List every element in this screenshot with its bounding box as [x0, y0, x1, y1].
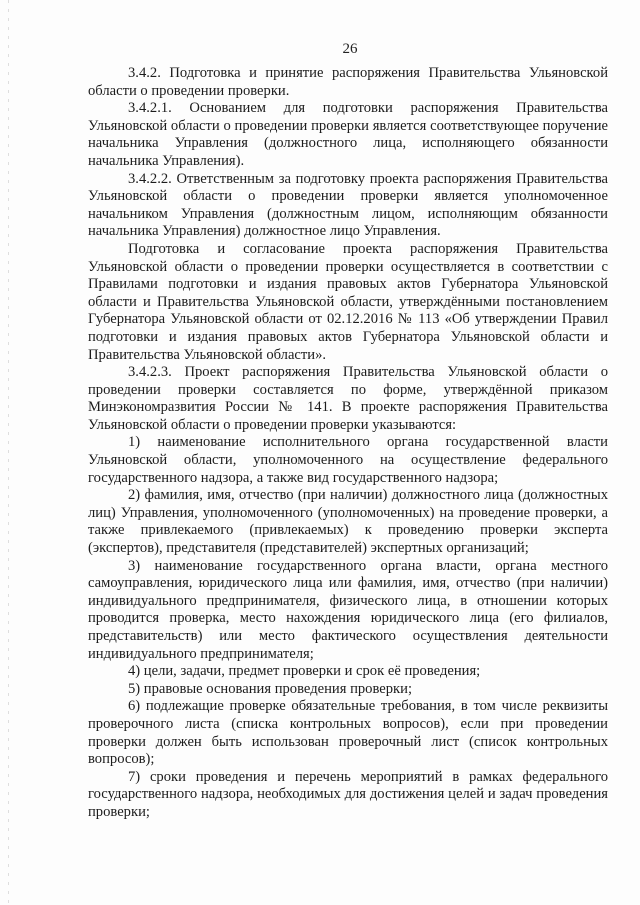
scan-edge-mark [8, 0, 9, 905]
paragraph-3-4-2-3: 3.4.2.3. Проект распоряжения Правительства Ульяновской области о проведении проверки составляется по форме, утверждённой приказом Минэкономразвития России № 141. В проекте распоряжения Правительства Ульяновской области о проведении проверки указываются: [88, 364, 608, 433]
document-body [88, 65, 608, 822]
paragraph-3-4-2: 3.4.2. Подготовка и принятие распоряжения Правительства Ульяновской области о проведении проверки. [88, 65, 608, 99]
list-item-2: 2) фамилия, имя, отчество (при наличии) должностного лица (должностных лиц) Управления, уполномоченного (уполномоченных) на проведение проверки, а также привлекаемого (привлекаемых) к проведению проверки эксперта (экспертов), представителя (представителей) экспертных организаций; [88, 487, 608, 557]
paragraph-approval-procedure: Подготовка и согласование проекта распоряжения Правительства Ульяновской области о проведении проверки осуществляется в соответствии с Правилами подготовки и издания правовых актов Губернатора Ульяновской области и Правительства Ульяновской области, утверждёнными постановлением Губернатора Ульяновской области от 02.12.2016 № 113 «Об утверждении Правил подготовки и издания правовых актов Губернатора Ульяновской области и Правительства Ульяновской области». [88, 240, 608, 363]
page-number: 26 [342, 41, 358, 57]
list-item-4: 4) цели, задачи, предмет проверки и срок её проведения; [128, 663, 481, 680]
paragraph-3-4-2-1: 3.4.2.1. Основанием для подготовки распоряжения Правительства Ульяновской области о проведении проверки является соответствующее поручение начальника Управления (должностного лица, исполняющего обязанности начальника Управления). [88, 100, 608, 169]
list-item-7: 7) сроки проведения и перечень мероприятий в рамках федерального государственного надзора, необходимых для достижения целей и задач проведения проверки; [88, 768, 608, 820]
list-item-3: 3) наименование государственного органа власти, органа местного самоуправления, юридического лица или фамилия, имя, отчество (при наличии) индивидуального предпринимателя, физического лица, в отношении которых проводится проверка, место нахождения юридического лица (его филиалов, представительств) или место фактического осуществления деятельности индивидуального предпринимателя; [88, 557, 608, 662]
list-item-1: 1) наименование исполнительного органа государственной власти Ульяновской области, уполномоченного на осуществление федерального государственного надзора, а также вид государственного надзора; [88, 434, 608, 486]
paragraph-3-4-2-2: 3.4.2.2. Ответственным за подготовку проекта распоряжения Правительства Ульяновской области о проведении проверки является уполномоченное начальником Управления (должностным лицом, исполняющим обязанности начальника Управления) должностное лицо Управления. [88, 170, 608, 240]
list-item-6: 6) подлежащие проверке обязательные требования, в том числе реквизиты проверочного листа (списка контрольных вопросов), если при проведении проверки должен быть использован проверочный лист (список контрольных вопросов); [88, 698, 608, 768]
list-item-5: 5) правовые основания проведения проверки; [128, 680, 413, 697]
